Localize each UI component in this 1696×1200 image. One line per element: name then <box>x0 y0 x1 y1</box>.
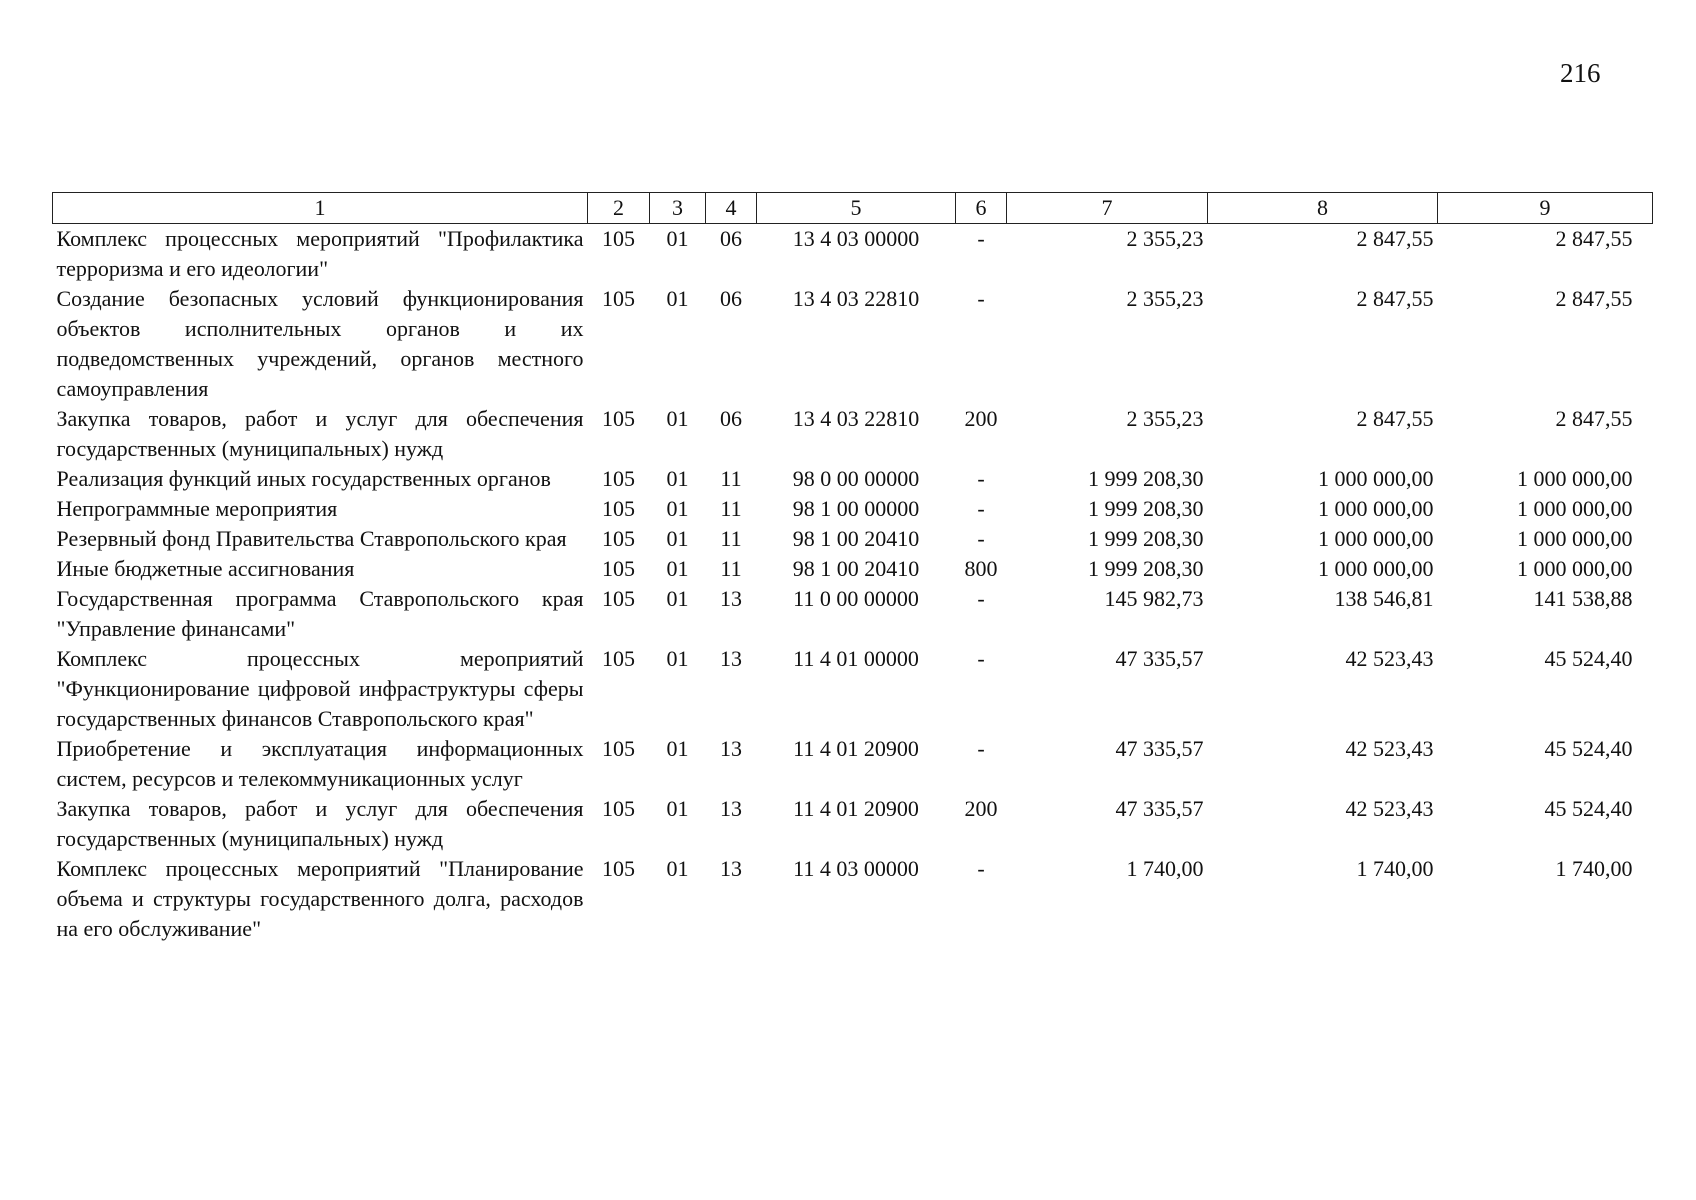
cell-col-8: 42 523,43 <box>1345 796 1434 821</box>
cell-col-8: 2 847,55 <box>1356 226 1434 251</box>
table-row <box>53 524 1653 554</box>
cell-col-8: 1 000 000,00 <box>1318 556 1434 581</box>
row-name: Закупка товаров, работ и услуг для обеспечения государственных (муниципальных) нужд <box>56 796 584 851</box>
row-name: Реализация функций иных государственных органов <box>56 466 551 491</box>
table-row <box>53 794 1653 854</box>
cell-col-2: 105 <box>602 586 635 611</box>
table-row <box>53 224 1653 285</box>
cell-col-2: 105 <box>602 526 635 551</box>
cell-col-8: 42 523,43 <box>1345 736 1434 761</box>
table-row <box>53 734 1653 794</box>
cell-col-5: 98 1 00 20410 <box>792 526 920 551</box>
cell-col-9: 1 000 000,00 <box>1517 526 1633 551</box>
header-col-1: 1 <box>53 193 588 224</box>
cell-col-2: 105 <box>602 856 635 881</box>
header-col-3: 3 <box>650 193 706 224</box>
cell-col-3: 01 <box>666 586 689 611</box>
cell-col-4: 11 <box>720 556 742 581</box>
cell-col-6: 200 <box>964 796 998 821</box>
cell-col-4: 06 <box>720 226 742 251</box>
cell-col-8: 42 523,43 <box>1345 646 1434 671</box>
cell-col-2: 105 <box>602 736 635 761</box>
cell-col-7: 2 355,23 <box>1126 406 1204 431</box>
cell-col-7: 1 999 208,30 <box>1088 496 1204 521</box>
cell-col-3: 01 <box>666 226 689 251</box>
cell-col-7: 1 740,00 <box>1126 856 1204 881</box>
cell-col-6: - <box>977 526 985 551</box>
cell-col-8: 2 847,55 <box>1356 406 1434 431</box>
cell-col-3: 01 <box>666 796 689 821</box>
cell-col-9: 1 000 000,00 <box>1517 466 1633 491</box>
cell-col-4: 13 <box>720 586 742 611</box>
cell-col-6: - <box>977 586 985 611</box>
cell-col-3: 01 <box>666 556 689 581</box>
cell-col-6: 800 <box>964 556 998 581</box>
table-row <box>53 554 1653 584</box>
cell-col-9: 45 524,40 <box>1544 736 1633 761</box>
cell-col-4: 06 <box>720 406 742 431</box>
cell-col-2: 105 <box>602 286 635 311</box>
cell-col-5: 98 0 00 00000 <box>792 466 920 491</box>
row-name: Комплекс процессных мероприятий "Профилактика терроризма и его идеологии" <box>56 226 584 281</box>
cell-col-5: 98 1 00 20410 <box>792 556 920 581</box>
cell-col-2: 105 <box>602 646 635 671</box>
cell-col-6: 200 <box>964 406 998 431</box>
cell-col-7: 1 999 208,30 <box>1088 526 1204 551</box>
table-row <box>53 464 1653 494</box>
cell-col-2: 105 <box>602 796 635 821</box>
table-row <box>53 854 1653 944</box>
cell-col-4: 13 <box>720 736 742 761</box>
cell-col-9: 45 524,40 <box>1544 646 1633 671</box>
table-row <box>53 404 1653 464</box>
cell-col-8: 2 847,55 <box>1356 286 1434 311</box>
header-col-2: 2 <box>588 193 650 224</box>
cell-col-7: 47 335,57 <box>1115 796 1204 821</box>
cell-col-9: 45 524,40 <box>1544 796 1633 821</box>
cell-col-5: 11 4 01 20900 <box>793 796 919 821</box>
cell-col-7: 145 982,73 <box>1104 586 1204 611</box>
cell-col-7: 47 335,57 <box>1115 646 1204 671</box>
cell-col-3: 01 <box>666 496 689 521</box>
cell-col-3: 01 <box>666 286 689 311</box>
cell-col-4: 11 <box>720 496 742 521</box>
cell-col-9: 2 847,55 <box>1555 226 1633 251</box>
row-name: Закупка товаров, работ и услуг для обеспечения государственных (муниципальных) нужд <box>56 406 584 461</box>
cell-col-9: 1 740,00 <box>1555 856 1633 881</box>
cell-col-6: - <box>977 856 985 881</box>
table-row <box>53 284 1653 404</box>
table-header-row <box>53 193 1653 224</box>
cell-col-2: 105 <box>602 226 635 251</box>
cell-col-6: - <box>977 466 985 491</box>
row-name: Приобретение и эксплуатация информационных систем, ресурсов и телекоммуникационных услуг <box>56 736 584 791</box>
cell-col-4: 13 <box>720 646 742 671</box>
cell-col-8: 1 000 000,00 <box>1318 496 1434 521</box>
cell-col-7: 47 335,57 <box>1115 736 1204 761</box>
cell-col-8: 1 740,00 <box>1356 856 1434 881</box>
table-row <box>53 494 1653 524</box>
cell-col-6: - <box>977 286 985 311</box>
row-name: Резервный фонд Правительства Ставропольского края <box>56 526 567 551</box>
cell-col-7: 1 999 208,30 <box>1088 466 1204 491</box>
cell-col-2: 105 <box>602 466 635 491</box>
cell-col-4: 11 <box>720 466 742 491</box>
cell-col-5: 98 1 00 00000 <box>792 496 920 521</box>
cell-col-2: 105 <box>602 496 635 521</box>
cell-col-4: 13 <box>720 796 742 821</box>
cell-col-5: 11 4 03 00000 <box>793 856 919 881</box>
cell-col-3: 01 <box>666 526 689 551</box>
cell-col-5: 13 4 03 22810 <box>792 286 920 311</box>
budget-table <box>52 192 1653 944</box>
cell-col-9: 2 847,55 <box>1555 406 1633 431</box>
header-col-8: 8 <box>1208 193 1438 224</box>
cell-col-5: 13 4 03 00000 <box>792 226 920 251</box>
cell-col-5: 11 4 01 00000 <box>793 646 919 671</box>
cell-col-8: 138 546,81 <box>1334 586 1434 611</box>
table-row <box>53 644 1653 734</box>
cell-col-6: - <box>977 646 985 671</box>
page-number: 216 <box>1560 58 1601 88</box>
cell-col-7: 2 355,23 <box>1126 226 1204 251</box>
cell-col-5: 13 4 03 22810 <box>792 406 920 431</box>
cell-col-8: 1 000 000,00 <box>1318 466 1434 491</box>
cell-col-3: 01 <box>666 466 689 491</box>
cell-col-5: 11 4 01 20900 <box>793 736 919 761</box>
cell-col-3: 01 <box>666 736 689 761</box>
cell-col-9: 1 000 000,00 <box>1517 556 1633 581</box>
cell-col-3: 01 <box>666 406 689 431</box>
cell-col-7: 2 355,23 <box>1126 286 1204 311</box>
table-row <box>53 584 1653 644</box>
cell-col-4: 11 <box>720 526 742 551</box>
cell-col-6: - <box>977 226 985 251</box>
cell-col-5: 11 0 00 00000 <box>793 586 919 611</box>
header-col-6: 6 <box>956 193 1007 224</box>
cell-col-3: 01 <box>666 646 689 671</box>
cell-col-6: - <box>977 736 985 761</box>
cell-col-4: 06 <box>720 286 742 311</box>
cell-col-6: - <box>977 496 985 521</box>
cell-col-9: 141 538,88 <box>1533 586 1633 611</box>
cell-col-4: 13 <box>720 856 742 881</box>
cell-col-9: 2 847,55 <box>1555 286 1633 311</box>
header-col-9: 9 <box>1438 193 1653 224</box>
row-name: Комплекс процессных мероприятий "Планирование объема и структуры государственного долга, расходов на его обслуживание" <box>56 856 584 941</box>
header-col-4: 4 <box>706 193 757 224</box>
row-name: Комплекс процессных мероприятий "Функционирование цифровой инфраструктуры сферы государственных финансов Ставропольского края" <box>56 646 584 731</box>
header-col-7: 7 <box>1007 193 1208 224</box>
cell-col-7: 1 999 208,30 <box>1088 556 1204 581</box>
row-name: Создание безопасных условий функционирования объектов исполнительных органов и их подведомственных учреждений, органов местного самоуправления <box>56 286 584 401</box>
cell-col-8: 1 000 000,00 <box>1318 526 1434 551</box>
cell-col-3: 01 <box>666 856 689 881</box>
header-col-5: 5 <box>757 193 956 224</box>
row-name: Непрограммные мероприятия <box>56 496 338 521</box>
row-name: Государственная программа Ставропольского края "Управление финансами" <box>56 586 584 641</box>
row-name: Иные бюджетные ассигнования <box>56 556 355 581</box>
cell-col-2: 105 <box>602 556 635 581</box>
cell-col-2: 105 <box>602 406 635 431</box>
cell-col-9: 1 000 000,00 <box>1517 496 1633 521</box>
